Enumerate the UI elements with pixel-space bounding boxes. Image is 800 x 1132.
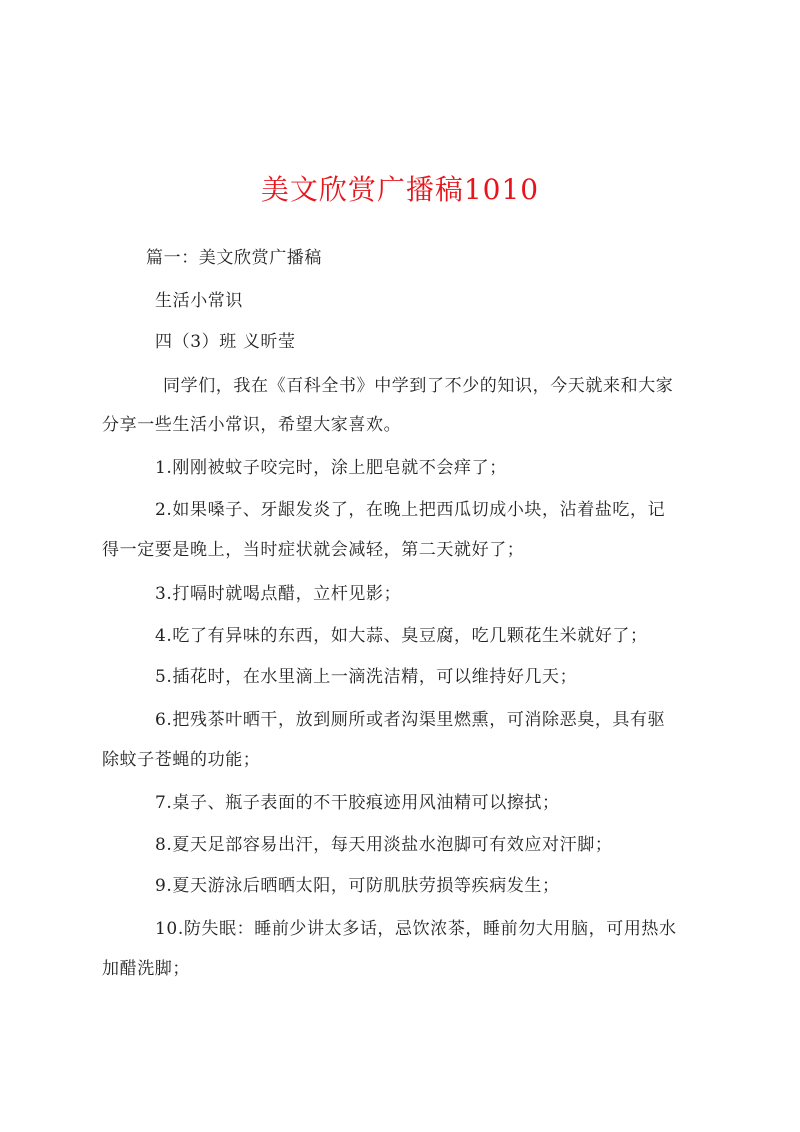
- list-item-6: 6.把残茶叶晒干，放到厕所或者沟渠里燃熏，可消除恶臭，具有驱: [155, 710, 666, 730]
- author-line: 四（3）班 义昕莹: [155, 332, 296, 352]
- section-heading: 篇一：美文欣赏广播稿: [146, 248, 322, 268]
- intro-paragraph-line-1: 同学们，我在《百科全书》中学到了不少的知识，今天就来和大家: [163, 376, 674, 396]
- list-item-6-continued: 除蚊子苍蝇的功能；: [102, 750, 261, 770]
- list-item-4: 4.吃了有异味的东西，如大蒜、臭豆腐，吃几颗花生米就好了；: [155, 626, 648, 646]
- document-title: 美文欣赏广播稿1010: [260, 173, 540, 206]
- list-item-5: 5.插花时，在水里滴上一滴洗洁精，可以维持好几天；: [155, 667, 578, 687]
- list-item-8: 8.夏天足部容易出汗，每天用淡盐水泡脚可有效应对汗脚；: [155, 835, 613, 855]
- list-item-7: 7.桌子、瓶子表面的不干胶痕迹用风油精可以擦拭；: [155, 793, 560, 813]
- topic-line: 生活小常识: [155, 291, 243, 311]
- intro-paragraph-line-2: 分享一些生活小常识，希望大家喜欢。: [102, 415, 402, 435]
- list-item-3: 3.打嗝时就喝点醋，立杆见影；: [155, 584, 402, 604]
- list-item-10-continued: 加醋洗脚；: [102, 959, 190, 979]
- list-item-2: 2.如果嗓子、牙龈发炎了，在晚上把西瓜切成小块，沾着盐吃，记: [155, 500, 666, 520]
- list-item-9: 9.夏天游泳后晒晒太阳，可防肌肤劳损等疾病发生；: [155, 876, 560, 896]
- list-item-2-continued: 得一定要是晚上，当时症状就会减轻，第二天就好了；: [102, 540, 525, 560]
- list-item-10: 10.防失眠：睡前少讲太多话，忌饮浓茶，睡前勿大用脑，可用热水: [155, 919, 677, 939]
- list-item-1: 1.刚刚被蚊子咬完时，涂上肥皂就不会痒了；: [155, 458, 507, 478]
